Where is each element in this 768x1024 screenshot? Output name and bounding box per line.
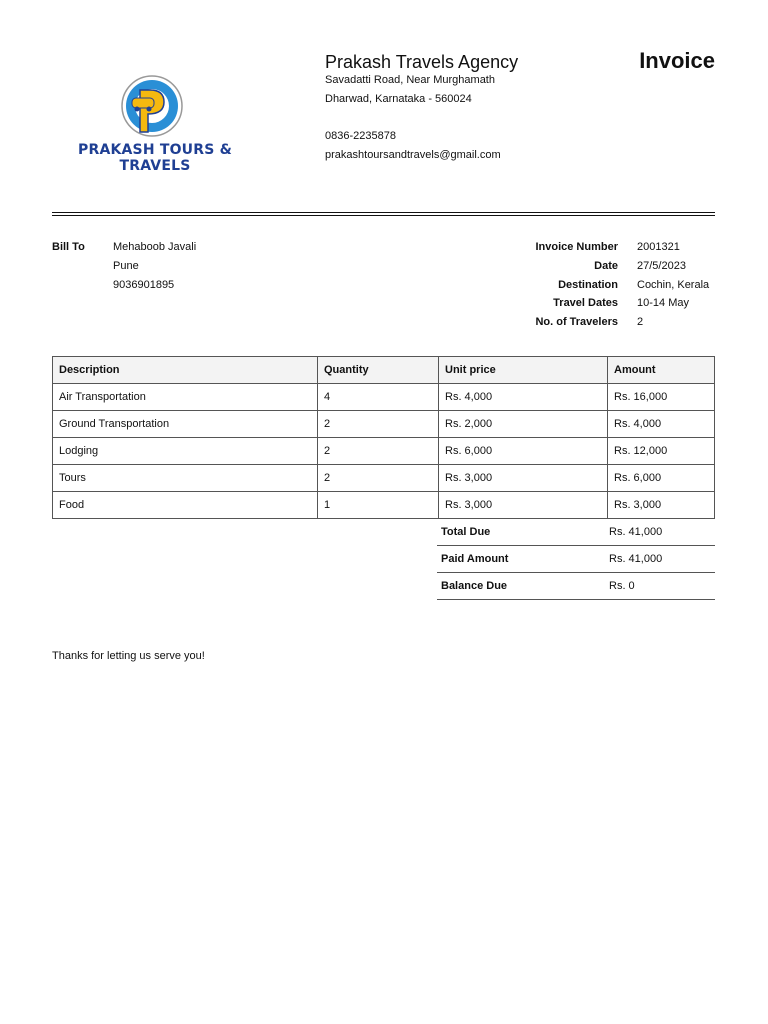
table-cell: 2 (318, 465, 439, 492)
table-row (53, 492, 715, 519)
table-row (53, 465, 715, 492)
company-phone: 0836-2235878 (325, 130, 396, 142)
table-cell: Lodging (53, 438, 318, 465)
table-cell: 2 (318, 438, 439, 465)
table-cell: Rs. 6,000 (608, 465, 715, 492)
table-row (53, 411, 715, 438)
table-cell: Food (53, 492, 318, 519)
destination-value: Cochin, Kerala (637, 279, 710, 291)
date-label: Date (594, 260, 618, 272)
table-cell: Rs. 3,000 (439, 465, 608, 492)
table-row (53, 438, 715, 465)
table-cell: Ground Transportation (53, 411, 318, 438)
invoice-number-label: Invoice Number (535, 241, 618, 253)
paid-amount-label: Paid Amount (441, 553, 509, 565)
company-address-line2: Dharwad, Karnataka - 560024 (325, 93, 472, 105)
company-name: Prakash Travels Agency (325, 52, 519, 72)
travel-dates-label: Travel Dates (553, 297, 618, 309)
table-cell: Rs. 2,000 (439, 411, 608, 438)
invoice-number-value: 2001321 (637, 241, 680, 253)
logo-text: PRAKASH TOURS & TRAVELS (78, 142, 232, 174)
bill-to-phone: 9036901895 (113, 279, 175, 291)
table-cell: Air Transportation (53, 384, 318, 411)
column-header: Unit price (439, 357, 608, 384)
total-due-label: Total Due (441, 526, 491, 538)
header-divider-second (52, 215, 715, 216)
thank-you-note: Thanks for letting us serve you! (52, 650, 205, 662)
travelers-label: No. of Travelers (535, 316, 618, 328)
table-header-row (53, 357, 715, 384)
total-due-value: Rs. 41,000 (609, 526, 663, 538)
table-row (53, 384, 715, 411)
travel-dates-value: 10-14 May (637, 297, 689, 309)
balance-due-value: Rs. 0 (609, 580, 635, 592)
balance-due-row (437, 573, 715, 600)
table-cell: Rs. 3,000 (439, 492, 608, 519)
table-cell: Rs. 12,000 (608, 438, 715, 465)
table-cell: 2 (318, 411, 439, 438)
table-cell: Rs. 16,000 (608, 384, 715, 411)
bill-to-label: Bill To (52, 241, 85, 253)
table-cell: Tours (53, 465, 318, 492)
bill-to-city: Pune (113, 260, 139, 272)
table-cell: Rs. 6,000 (439, 438, 608, 465)
items-table (52, 356, 715, 519)
balance-due-label: Balance Due (441, 580, 508, 592)
travelers-value: 2 (637, 316, 644, 328)
totals-block (437, 519, 715, 600)
destination-label: Destination (558, 279, 618, 291)
paid-amount-value: Rs. 41,000 (609, 553, 663, 565)
column-header: Amount (608, 357, 715, 384)
table-cell: Rs. 4,000 (608, 411, 715, 438)
table-cell: 1 (318, 492, 439, 519)
invoice-title: Invoice (639, 48, 715, 73)
table-cell: 4 (318, 384, 439, 411)
date-value: 27/5/2023 (637, 260, 686, 272)
table-cell: Rs. 3,000 (608, 492, 715, 519)
table-cell: Rs. 4,000 (439, 384, 608, 411)
total-due-row (437, 519, 715, 546)
header-divider (52, 212, 715, 213)
column-header: Description (53, 357, 318, 384)
paid-amount-row (437, 546, 715, 573)
company-email: prakashtoursandtravels@gmail.com (325, 149, 501, 161)
bill-to-name: Mehaboob Javali (113, 241, 197, 253)
column-header: Quantity (318, 357, 439, 384)
company-address-line1: Savadatti Road, Near Murghamath (325, 74, 495, 86)
